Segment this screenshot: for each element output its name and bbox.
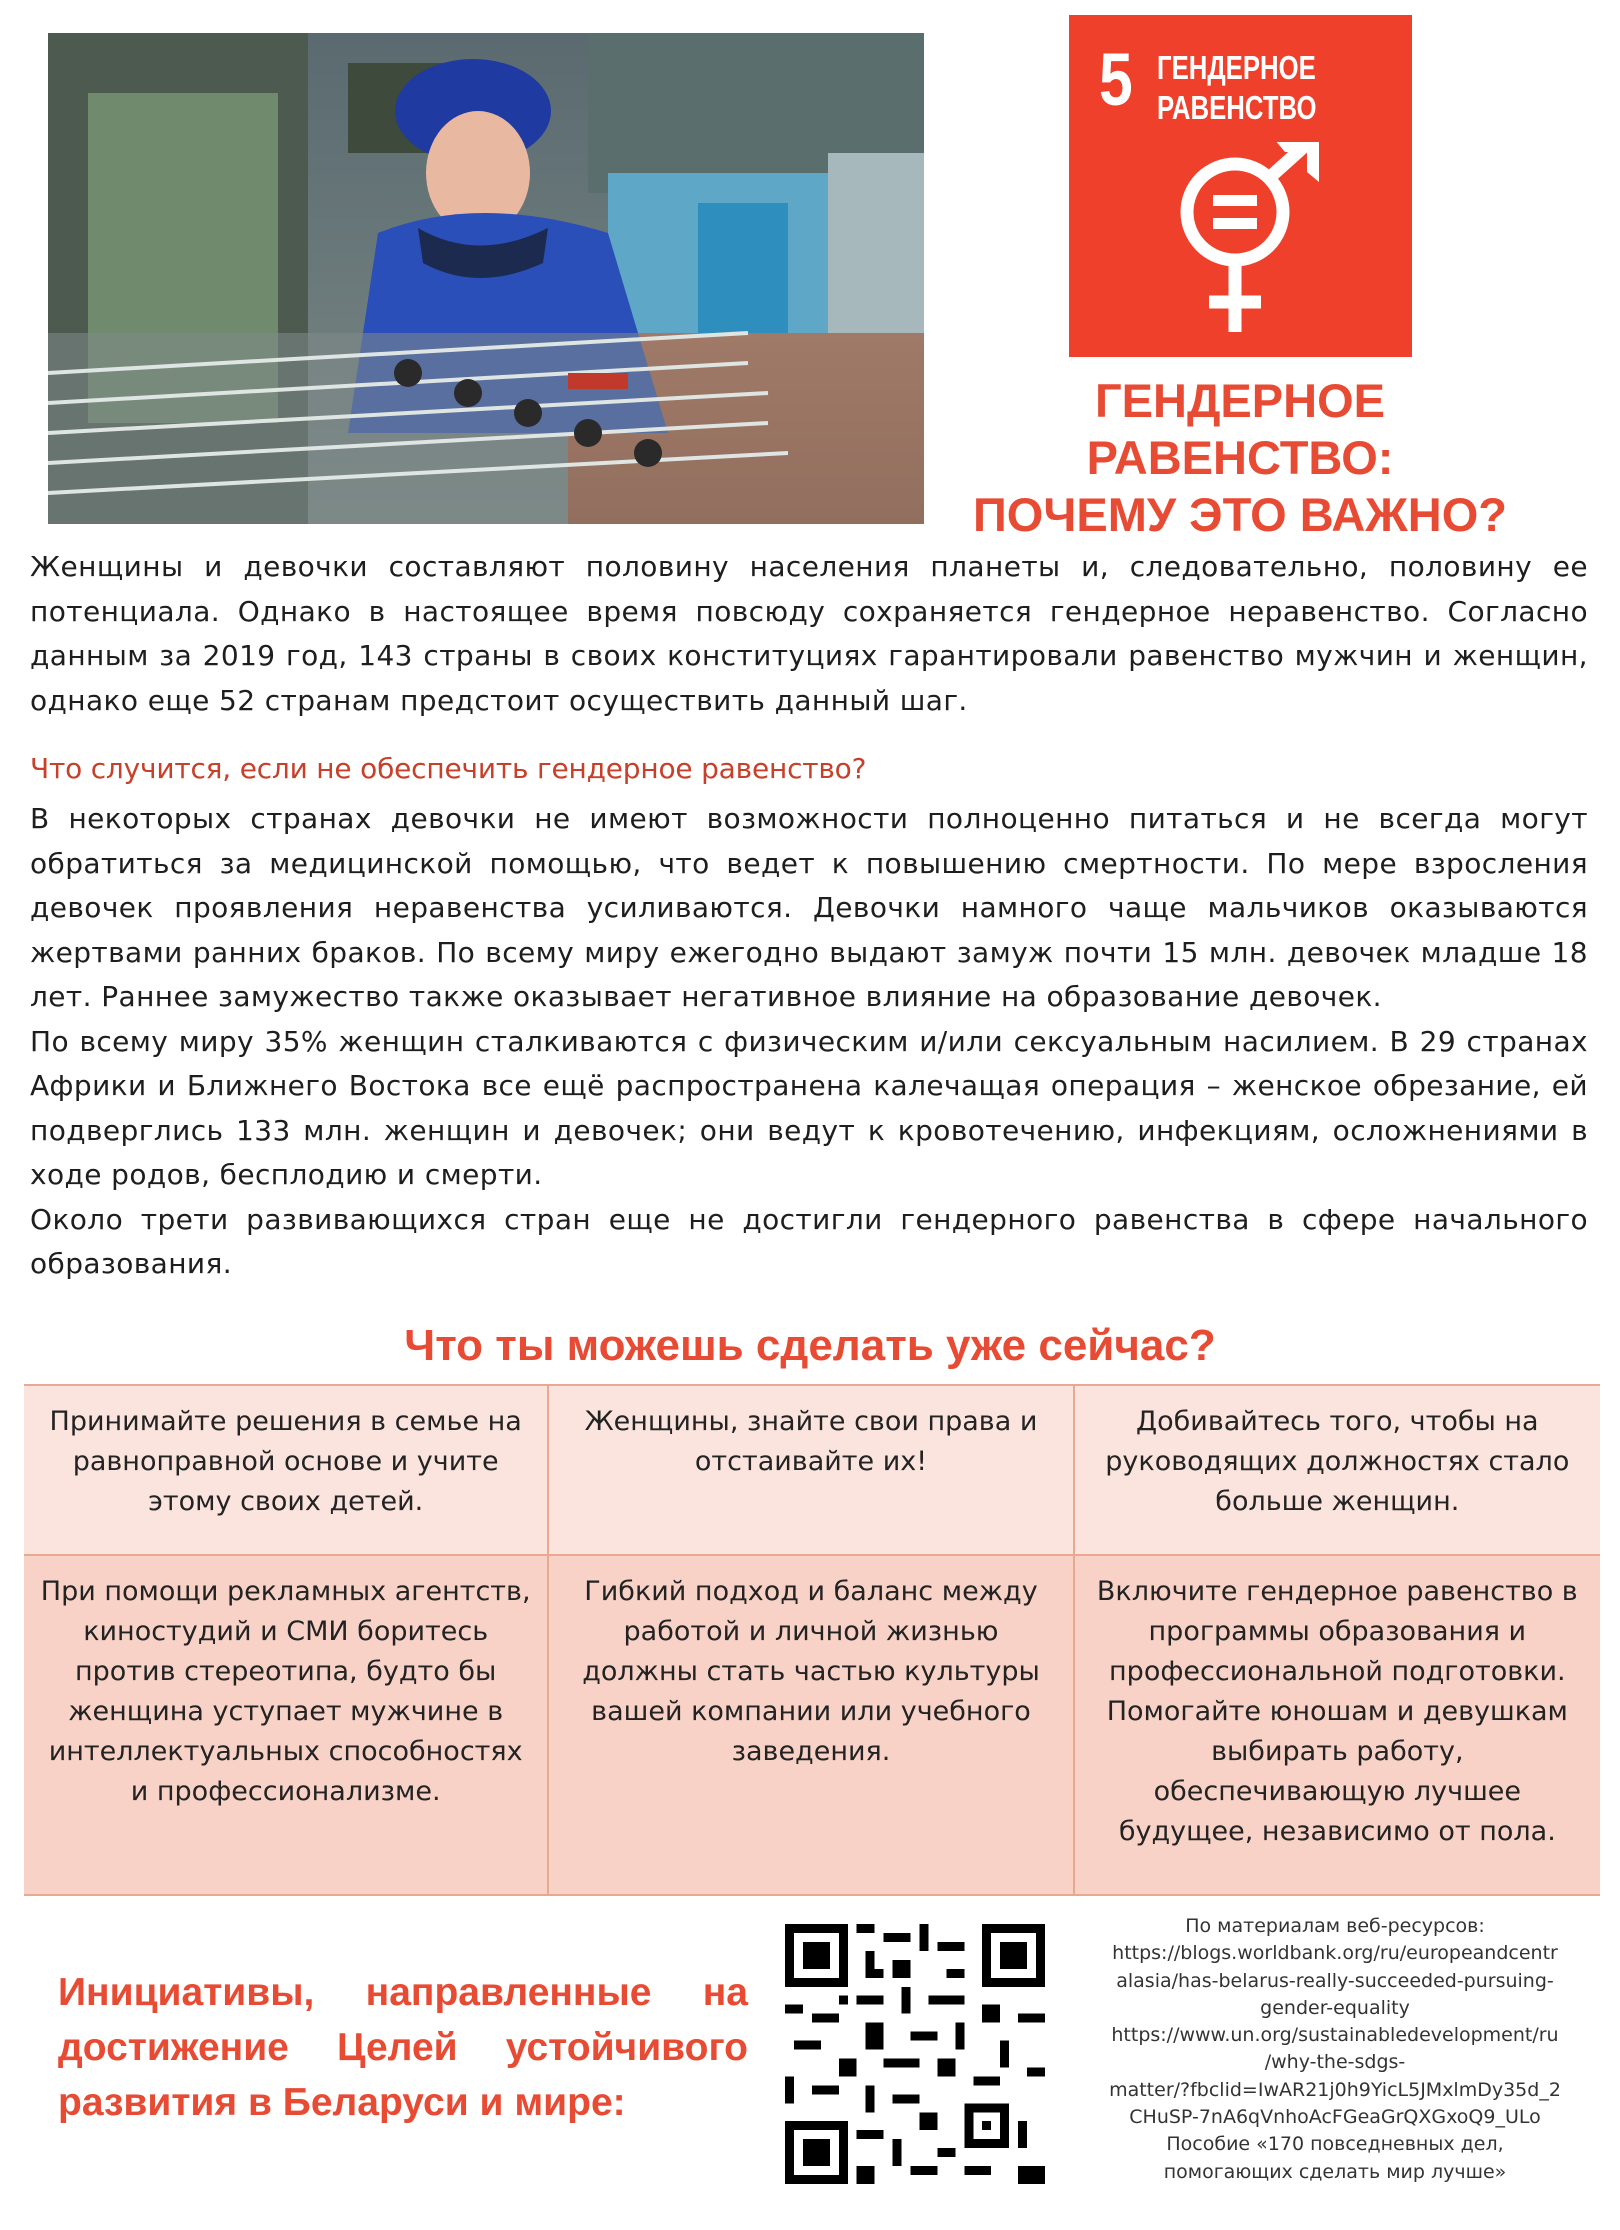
section-question: Что случится, если не обеспечить гендерное равенство? — [30, 752, 867, 785]
sources-block — [1085, 1913, 1585, 2186]
factory-worker-photo — [48, 33, 924, 524]
intro-paragraph: Женщины и девочки составляют половину населения планеты и, следовательно, половину ее потенциала. Однако в настоящее время повсюду сохраняется гендерное неравенство. Согласно данным за 2019 год, 143 страны в своих конституциях гарантировали равенство мужчин и женщин, однако еще 52 странам предстоит осуществить данный шаг. — [30, 550, 1588, 717]
page-title-line3: ПОЧЕМУ ЭТО ВАЖНО? — [973, 488, 1507, 541]
sdg-title-line1: ГЕНДЕРНОЕ — [1157, 49, 1316, 86]
page-title-line2: РАВЕНСТВО: — [1086, 431, 1394, 484]
photo-illustration — [48, 33, 924, 524]
source-link[interactable]: CHuSP-7nA6qVnhoAcFGeaGrQXGxoQ9_ULo — [1129, 2106, 1541, 2129]
source-link[interactable]: /why-the-sdgs- — [1264, 2051, 1406, 2074]
source-link[interactable]: alasia/has-belarus-really-succeeded-pursuing- — [1116, 1969, 1554, 1992]
source-link[interactable]: gender-equality — [1260, 1996, 1410, 2019]
source-link[interactable]: https://www.un.org/sustainabledevelopment/ru — [1111, 2024, 1559, 2047]
action-cell: Добивайтесь того, чтобы на руководящих должностях стало больше женщин. — [1075, 1386, 1600, 1554]
initiatives-title: Инициативы, направленные на достижение Целей устойчивого развития в Беларуси и мире: — [58, 1971, 748, 2124]
action-cell: При помощи рекламных агентств, киностудий и СМИ боритесь против стереотипа, будто бы женщина уступает мужчине в интеллектуальных способностях и профессионализме. — [24, 1554, 549, 1894]
sdg-goal-5-tile — [1069, 15, 1412, 357]
action-cell: Женщины, знайте свои права и отстаивайте их! — [549, 1386, 1074, 1554]
gender-equality-icon — [1173, 142, 1323, 342]
action-cell: Включите гендерное равенство в программы образования и профессиональной подготовки. Помогайте юношам и девушкам выбирать работу, обеспечивающую лучшее будущее, независимо от пола. — [1075, 1554, 1600, 1894]
consequences-paragraph-1: В некоторых странах девочки не имеют возможности полноценно питаться и не всегда могут обратиться за медицинской помощью, что ведет к повышению смертности. По мере взросления девочек проявления неравенства усиливаются. Девочки намного чаще мальчиков оказываются жертвами ранних браков. По всему миру ежегодно выдают замуж почти 15 млн. девочек младше 18 лет. Раннее замужество также оказывает негативное влияние на образование девочек. — [30, 802, 1588, 1013]
qr-code-icon[interactable] — [785, 1924, 1045, 2184]
sources-line: По материалам веб-ресурсов: — [1185, 1915, 1485, 1937]
sources-line: Пособие «170 повседневных дел, — [1166, 2133, 1504, 2156]
sdg-title — [1157, 48, 1316, 128]
source-link[interactable]: matter/?fbclid=IwAR21j0h9YicL5JMxlmDy35d_2 — [1109, 2078, 1561, 2101]
page-title — [960, 372, 1520, 543]
actions-heading: Что ты можешь сделать уже сейчас? — [404, 1321, 1216, 1370]
action-cell: Гибкий подход и баланс между работой и личной жизнью должны стать частью культуры вашей компании или учебного заведения. — [549, 1554, 1074, 1894]
sources-line: помогающих сделать мир лучше» — [1163, 2160, 1507, 2183]
consequences-paragraph-3: Около трети развивающихся стран еще не достигли гендерного равенства в сфере начального образования. — [30, 1202, 1588, 1280]
page-title-line1: ГЕНДЕРНОЕ — [1095, 374, 1385, 427]
actions-table — [24, 1384, 1600, 1896]
consequences-paragraph-2: По всему миру 35% женщин сталкиваются с физическим и/или сексуальным насилием. В 29 странах Африки и Ближнего Востока все ещё распространена калечащая операция – женское обрезание, ей подверглись 133 млн. женщин и девочек; они ведут к кровотечению, инфекциям, осложнениями в ходе родов, бесплодию и смерти. — [30, 1024, 1588, 1191]
sdg-title-line2: РАВЕНСТВО — [1157, 89, 1317, 126]
consequences-text — [30, 797, 1588, 1287]
action-cell: Принимайте решения в семье на равноправной основе и учите этому своих детей. — [24, 1386, 549, 1554]
sdg-number: 5 — [1099, 38, 1133, 121]
source-link[interactable]: https://blogs.worldbank.org/ru/europeandcentr — [1112, 1942, 1558, 1965]
